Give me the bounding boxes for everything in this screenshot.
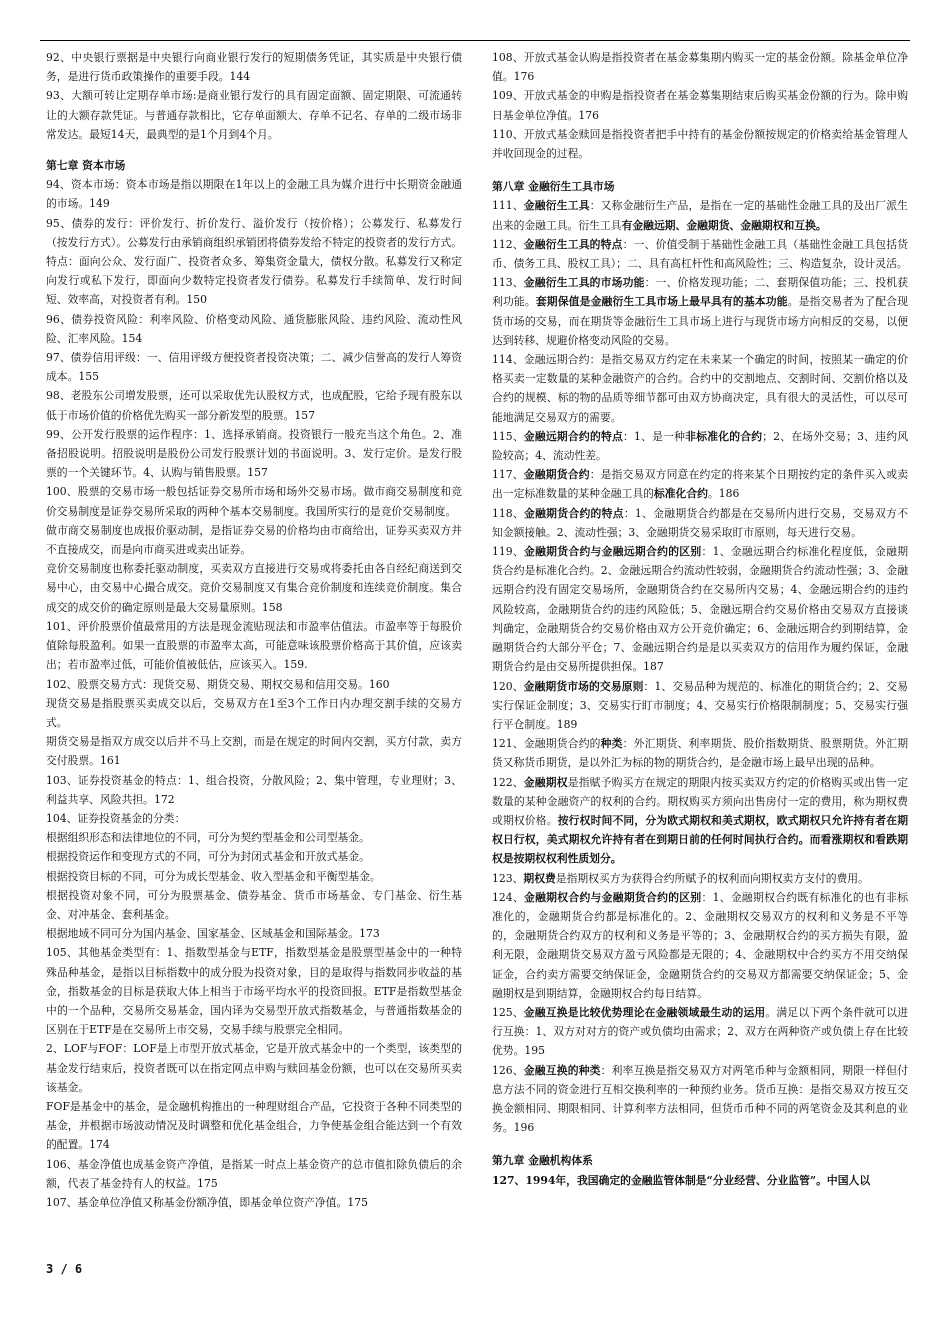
text-run: ：又称金融衍生产品，是指在一定的基础性金融工具的及出厂派生出来的金融工具。衍生工具	[492, 199, 909, 232]
text-run: ：1、交易品种为规范的、标准化的期货合约；2、交易实行保证金制度；3、交易实行盯市制度；4、交易实行价格限制制度；5、交易实行强行平仓制度。189	[492, 679, 909, 731]
bold-text: 金融衍生工具	[523, 199, 590, 213]
paragraph: 99、公开发行股票的运作程序：1、选择承销商。投资银行一般充当这个角色。2、准备招股说明。招股说明是股份公司发行股票计划的书面说明。3、发行定价。是发行股票的一个关键环节。4、认购与销售股票。157	[46, 427, 462, 480]
paragraph: 95、债券的发行：评价发行、折价发行、溢价发行（按价格）；公募发行、私募发行（按发行方式）。公募发行由承销商组织承销团将债券发给不特定的投资者的发行方式。特点：面向公众、发行面广、投资者众多、筹集资金量大，债权分散。私募发行又称定向发行或私下发行，即面向少数特定投资者发行债券。私募发行手续简单、发行时间短、效率高，对投资者有利。150	[46, 216, 462, 307]
bold-text: 有金融远期、金融期货、金融期权和互换。	[621, 218, 827, 232]
text-run: ：1、金融期权合约既有标准化的也有非标准化的，金融期货合约都是标准化的。2、金融期权交易双方的权利和义务是不平等的，金融期货合约双方的权利和义务是平等的；3、金融期权合约的买方损失有限，盈利无限，金融期货交易双方盈亏风险都是无限的；4、金融期权中合约买方不用交纳保证金，合约卖方需要交纳保证金，金融期货合约的交易双方都需要交纳保证金；5、金融期权是到期结算，金融期权合约每日结算。	[492, 890, 909, 1000]
paragraph: FOF是基金中的基金，是金融机构推出的一种理财组合产品，它投资于各种不同类型的基金，并根据市场波动情况及时调整和优化基金组合，力争使基金组合能达到一个有效的配置。174	[46, 1099, 462, 1152]
text-run: 122、	[492, 775, 524, 789]
paragraph	[492, 542, 908, 676]
paragraph: 109、开放式基金的申购是指投资者在基金募集期结束后购买基金份额的行为。除申购日基金单位净值。176	[492, 89, 908, 122]
paragraph: 107、基金单位净值又称基金份额净值，即基金单位资产净值。175	[46, 1195, 368, 1209]
paragraph: 竞价交易制度也称委托驱动制度，买卖双方直接进行交易或将委托由各自经纪商送到交易中心，由交易中心撮合成交。竞价交易制度又有集合竞价制度和连续竞价制度。集合成交的成交价的确定原则是最大交易量原则。158	[46, 562, 462, 614]
bold-text: 金融远期合约的特点	[523, 429, 623, 443]
paragraph: 106、基金净值也成基金资产净值，是指某一时点上基金资产的总市值扣除负债后的余额，代表了基金持有人的权益。175	[46, 1157, 462, 1190]
chapter-heading: 第九章 金融机构体系	[492, 1154, 593, 1168]
text-run: ：1、是一种	[623, 429, 686, 443]
paragraph	[492, 465, 908, 503]
bold-text: 127、1994年，我国确定的金融监管体制是“分业经营、分业监管”。中国人以	[492, 1173, 871, 1187]
paragraph: 101、评价股票价值最常用的方法是现金流贴现法和市盈率估值法。市盈率等于每股价值除每股盈利。如果一直股票的市盈率太高，可能意味该股票价格高于其价值，应该卖出；若市盈率过低，可能价值被低估，应该买入。159.	[46, 619, 462, 672]
paragraph: 根据投资运作和变现方式的不同，可分为封闭式基金和开放式基金。	[46, 850, 370, 864]
bold-text: 种类	[600, 737, 623, 751]
text-run: 。是指交易者为了配合现货市场的交易，而在期货等金融衍生工具市场上进行与现货市场方向相反的交易，以便达到转移、规避价格变动风险的交易。	[492, 295, 909, 347]
bold-text: 金融互换的种类	[523, 1063, 601, 1077]
text-run: 120、	[492, 679, 524, 693]
paragraph: 根据组织形态和法律地位的不同，可分为契约型基金和公司型基金。	[46, 831, 370, 845]
paragraph: 2、LOF与FOF：LOF是上市型开放式基金，它是开放式基金中的一个类型，该类型的基金发行结束后，投资者既可以在指定网点申购与赎回基金份额，也可以在交易所买卖该基金。	[46, 1042, 462, 1094]
paragraph	[492, 1171, 908, 1190]
paragraph: 105、其他基金类型有：1、指数型基金与ETF，指数型基金是股票型基金中的一种特殊品种基金，是指以目标指数中的成分股为投资对象，目的是取得与指数同步收益的基金，指数基金的目标是获取大体上相当于市场平均水平的投资回报。ETF是指数型基金中的一个品种，交易所交易基金，国内译为交易型开放式指数基金，与普通指数基金的区别在于ETF是在交易所上市交易，交易手续与股票完全相同。	[46, 946, 462, 1037]
bold-text: 按行权时间不同，分为欧式期权和美式期权，欧式期权只允许持有者在期权日行权，美式期权允许持有者在到期日前的任何时间执行合约。而看涨期权和看跌期权是按期权权利性质划分。	[492, 813, 909, 866]
paragraph: 108、开放式基金认购是指投资者在基金募集期内购买一定的基金份额。除基金单位净值。176	[492, 51, 908, 84]
bold-text: 金融期权合约与金融期货合约的区别	[524, 890, 702, 904]
paragraph	[492, 504, 908, 542]
text-run: 126、	[492, 1063, 524, 1077]
bold-text: 标准化合约	[653, 487, 708, 501]
paragraph	[492, 677, 908, 735]
paragraph: 103、证券投资基金的特点：1、组合投资，分散风险；2、集中管理，专业理财；3、利益共享、风险共担。172	[46, 773, 462, 806]
text-run: ：一、价值受制于基础性金融工具（基础性金融工具包括货币、债务工具、股权工具）；二、具有高杠杆性和高风险性；三、构造复杂，设计灵活。	[492, 237, 909, 271]
bold-text: 金融期货合约与金融远期合约的区别	[524, 545, 702, 559]
bold-text: 金融期权	[523, 775, 568, 789]
text-run: 118、	[492, 506, 524, 520]
paragraph: 102、股票交易方式：现货交易、期货交易、期权交易和信用交易。160	[46, 677, 390, 691]
text-run: 124、	[492, 890, 524, 904]
text-run: ：一、价格发现功能；二、套期保值功能；三、投机获利功能。	[492, 276, 909, 309]
paragraph: 92、中央银行票据是中央银行向商业银行发行的短期债务凭证，其实质是中央银行债务，是进行货币政策操作的重要手段。144	[46, 51, 462, 84]
paragraph	[492, 869, 908, 888]
bold-text: 套期保值是金融衍生工具市场上最早具有的基本功能	[535, 295, 788, 309]
bold-text: 金融衍生工具的特点	[523, 237, 623, 251]
paragraph: 104、证券投资基金的分类：	[46, 811, 186, 825]
text-run: 125、	[492, 1005, 524, 1019]
text-run: ：1、金融远期合约标准化程度低，金融期货合约是标准化合约。2、金融远期合约流动性较弱，金融期货合约流动性强；3、金融远期合约没有固定交易场所，金融期货合约在交易所内交易；4、金融远期合约的违约风险较高，金融期货合约的违约风险低；5、金融远期合约交易价格由交易双方直接谈判确定，金融期货合约交易价格由双方公开竞价确定；6、金融远期合约到期结算，金融期货合约大部分平仓；7、金融远期合约是是以买卖双方的信用作为履约保证，金融期货合约是由交易所提供担保。187	[492, 545, 909, 674]
text-run: ：外汇期货、利率期货、股价指数期货、股票期货。外汇期货又称货币期货，是以外汇为标的物的期货合约，是金融市场上最早出现的品种。	[492, 737, 909, 770]
paragraph	[492, 1061, 908, 1138]
right-column	[492, 48, 908, 1190]
text-run: 112、	[492, 237, 524, 251]
paragraph	[492, 1003, 908, 1061]
page-number: 3 / 6	[46, 1262, 83, 1276]
text-run: ：利率互换是指交易双方对两笔币种与金额相同，期限一样但付息方法不同的资金进行互相交换利率的一种预约业务。货币互换：是指交易双方按互交换金额相同、期限相同、计算利率方法相同，但货币币种不同的两笔资金及其利息的业务。196	[492, 1063, 909, 1135]
text-run: 123、	[492, 871, 524, 885]
text-run: 是指赋予购买方在规定的期限内按买卖双方约定的价格购买或出售一定数量的某种金融资产的权利的合约。期权购买方须向出售房付一定的费用，称为期权费或期权价格。	[492, 775, 909, 827]
bold-text: 非标准化的合约	[685, 429, 763, 443]
paragraph: 现货交易是指股票买卖成交以后，交易双方在1至3个工作日内办理交割手续的交易方式。	[46, 696, 462, 729]
paragraph	[492, 196, 908, 234]
paragraph	[492, 273, 908, 350]
paragraph: 97、债券信用评级：一、信用评级方便投资者投资决策；二、减少信誉高的发行人筹资成本。155	[46, 351, 462, 384]
text-run: 。186	[707, 487, 740, 501]
bold-text: 金融期货合约	[523, 468, 590, 482]
bold-text: 金融期货合约的特点	[524, 506, 624, 520]
text-run: 。满足以下两个条件就可以进行互换：1、双方对对方的资产或负债均由需求；2、双方在两种资产或负债上存在比较优势。195	[492, 1005, 909, 1058]
paragraph: 114、金融远期合约：是指交易双方约定在未来某一个确定的时间，按照某一确定的价格买卖一定数量的某种金融资产的合约。合约中的交割地点、交割时间、交割价格以及合约的规模、标的物的品质等细节都可由双方协商决定，具有很大的灵活性，可以尽可能地满足交易双方的需要。	[492, 353, 908, 424]
paragraph: 根据投资对象不同，可分为股票基金、债券基金、货币市场基金、专门基金、衍生基金、对冲基金、套利基金。	[46, 888, 462, 921]
text-run: ：1、金融期货合约都是在交易所内进行交易，交易双方不知金额接触。2、流动性强；3、金融期货交易采取盯市原则，每天进行交易。	[492, 506, 908, 539]
text-run: 111、	[492, 199, 524, 213]
text-run: 是指期权买方为获得合约所赋予的权利而向期权卖方支付的费用。	[555, 871, 869, 885]
paragraph	[492, 734, 908, 772]
text-run: ：是指交易双方同意在约定的将来某个日期按约定的条件买入或卖出一定标准数量的某种金融工具的	[492, 468, 909, 501]
paragraph: 93、大额可转让定期存单市场:是商业银行发行的具有固定面额、固定期限、可流通转让的大额存款凭证。与普通存款相比，它存单面额大、存单不记名、存单的二级市场非常发达。最短14天，最典型的是1个月到4个月。	[46, 89, 462, 141]
paragraph: 98、老股东公司增发股票，还可以采取优先认股权方式，也成配股，它给予现有股东以低于市场价值的价格优先购买一部分新发型的股票。157	[46, 389, 462, 422]
chapter-heading: 第七章 资本市场	[46, 159, 126, 173]
paragraph: 94、资本市场：资本市场是指以期限在1年以上的金融工具为媒介进行中长期资金融通的市场。149	[46, 178, 462, 211]
text-run: 117、	[492, 468, 524, 482]
paragraph	[492, 773, 908, 869]
bold-text: 金融衍生工具的市场功能	[523, 276, 645, 290]
text-run: 119、	[492, 545, 524, 559]
bold-text: 期权费	[523, 871, 556, 885]
text-run: 121、金融期货合约的	[492, 737, 601, 751]
paragraph	[492, 888, 908, 1003]
bold-text: 金融期货市场的交易原则	[523, 679, 644, 693]
paragraph: 根据投资目标的不同，可分为成长型基金、收入型基金和平衡型基金。	[46, 869, 381, 883]
paragraph	[492, 235, 908, 273]
paragraph: 做市商交易制度也成报价驱动制，是指证券交易的价格均由市商给出，证券买卖双方并不直接成交，而是向市商买进或卖出证券。	[46, 523, 462, 557]
text-run: 115、	[492, 429, 524, 443]
paragraph: 根据地域不同可分为国内基金、国家基金、区域基金和国际基金。173	[46, 927, 380, 941]
bold-text: 金融互换是比较优势理论在金融领域最生动的运用	[523, 1005, 766, 1019]
paragraph: 期货交易是指双方成交以后并不马上交割，而是在规定的时间内交割，买方付款，卖方交付股票。161	[46, 735, 462, 768]
paragraph: 100、股票的交易市场一般包括证券交易所市场和场外交易市场。做市商交易制度和竞价交易制度是证券交易所采取的两种个基本交易制度。我国所实行的是竞价交易制度。	[46, 485, 462, 518]
chapter-heading: 第八章 金融衍生工具市场	[492, 180, 615, 194]
paragraph: 110、开放式基金赎回是指投资者把手中持有的基金份额按规定的价格卖给基金管理人并收回现金的过程。	[492, 127, 908, 161]
header-rule	[40, 40, 910, 41]
paragraph: 96、债券投资风险：利率风险、价格变动风险、通货膨胀风险、违约风险、流动性风险、汇率风险。154	[46, 312, 462, 345]
left-column	[46, 48, 462, 1212]
paragraph	[492, 427, 908, 465]
text-run: 113、	[492, 276, 524, 290]
text-run: ；2、在场外交易；3、违约风险较高；4、流动性差。	[492, 429, 909, 463]
